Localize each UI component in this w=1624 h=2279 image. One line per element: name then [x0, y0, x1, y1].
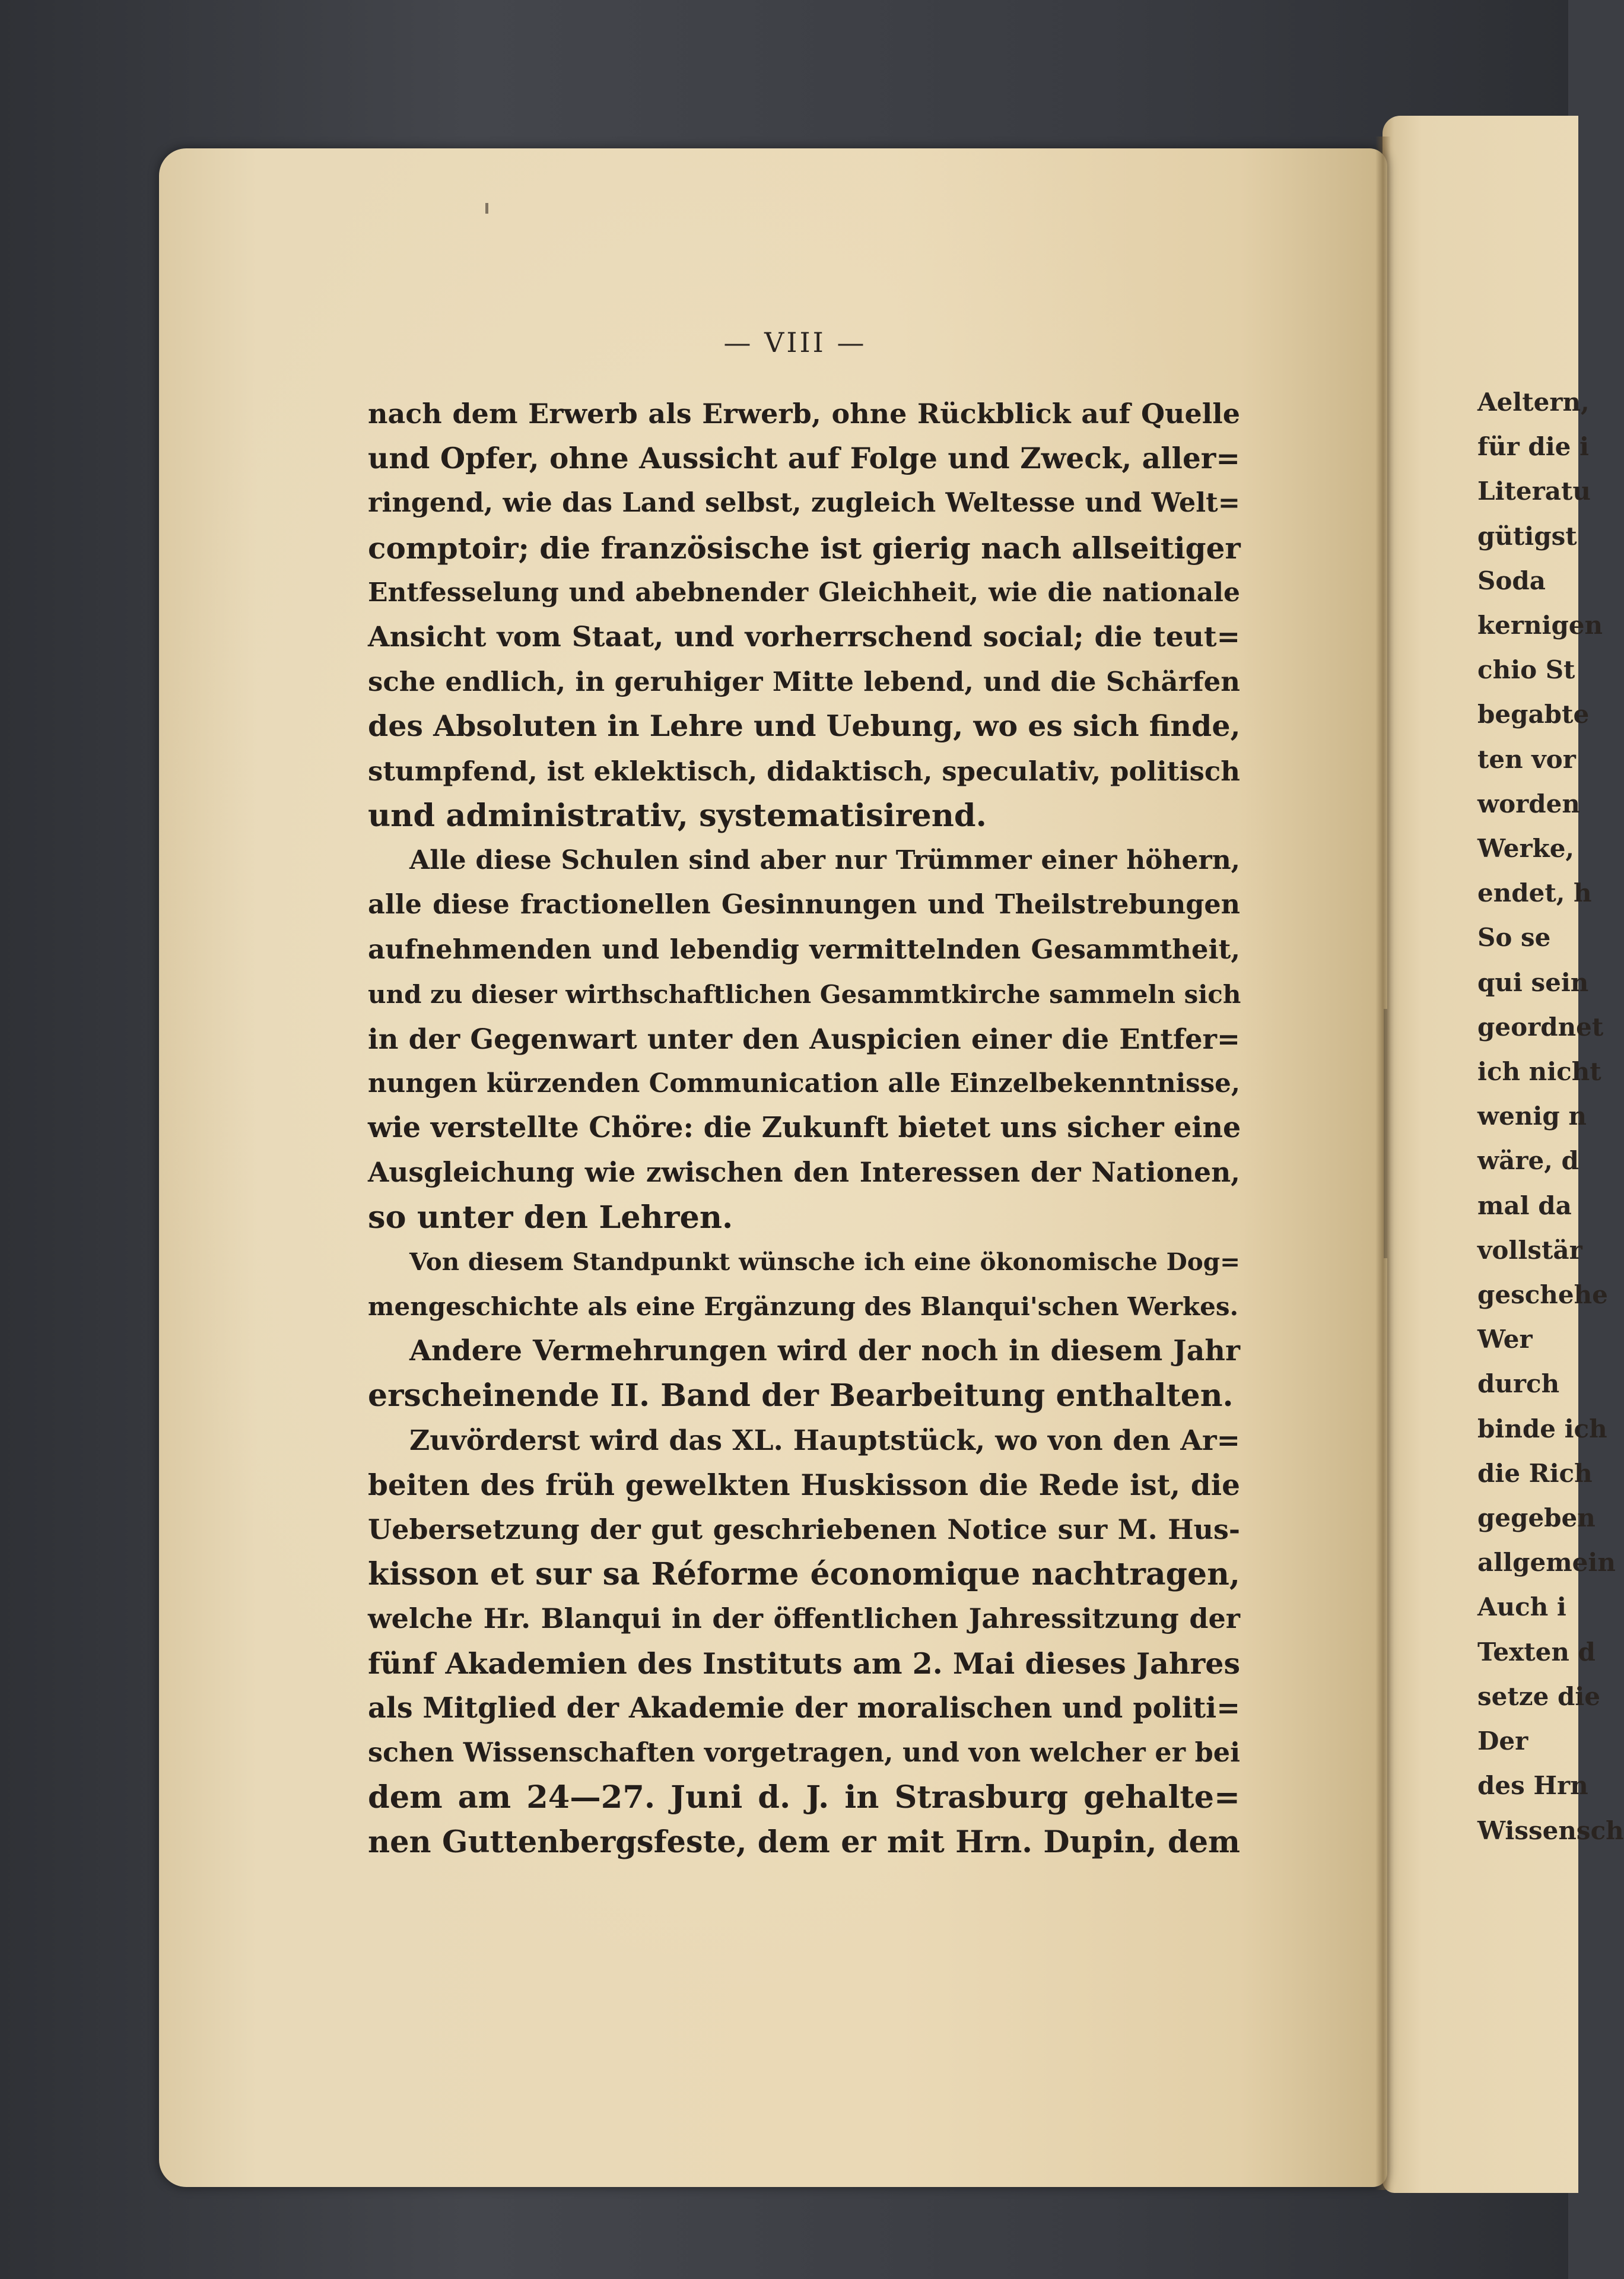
facing-line: Soda	[1477, 566, 1546, 595]
facing-line: des Hrn	[1477, 1771, 1588, 1801]
text-line: mengeschichte als eine Ergänzung des Blanqui'schen Werkes.	[368, 1292, 1239, 1322]
facing-line: binde ich	[1477, 1414, 1607, 1443]
facing-line: kernigen	[1477, 611, 1603, 640]
text-line: comptoir; die französische ist gierig nach allseitiger	[368, 530, 1241, 566]
text-line: kisson et sur sa Réforme économique nachtragen,	[368, 1556, 1240, 1593]
facing-line: gegeben	[1477, 1503, 1596, 1533]
text-line: dem am 24—27. Juni d. J. in Strasburg gehalte=	[368, 1779, 1240, 1816]
facing-line: Texten d	[1477, 1637, 1596, 1667]
text-line: beiten des früh gewelkten Huskisson die Rede ist, die	[368, 1468, 1240, 1502]
text-line: welche Hr. Blanqui in der öffentlichen Jahressitzung der	[368, 1602, 1240, 1635]
paragraph-start: Zuvörderst wird das XL. Hauptstück, wo von den Ar=	[409, 1424, 1240, 1457]
facing-line: für die i	[1477, 432, 1589, 462]
page-number: — VIII —	[723, 326, 867, 358]
facing-line: ich nicht	[1477, 1057, 1601, 1087]
facing-line: Der	[1477, 1726, 1528, 1756]
page-gutter	[1375, 137, 1391, 2190]
text-line: so unter den Lehren.	[368, 1199, 733, 1236]
facing-line: setze die	[1477, 1681, 1601, 1711]
facing-line: worden	[1477, 789, 1580, 818]
text-line: und Opfer, ohne Aussicht auf Folge und Zweck, aller=	[368, 442, 1240, 476]
facing-line: qui sein	[1477, 967, 1589, 997]
facing-line: geordnet	[1477, 1012, 1604, 1042]
text-line: als Mitglied der Akademie der moralischen und politi=	[368, 1691, 1240, 1725]
paragraph-start: Von diesem Standpunkt wünsche ich eine ökonomische Dog=	[409, 1247, 1240, 1276]
facing-line: Literatu	[1477, 477, 1591, 506]
facing-line: Auch i	[1477, 1592, 1566, 1622]
facing-line: Werke,	[1477, 834, 1575, 864]
text-line: wie verstellte Chöre: die Zukunft bietet uns sicher eine	[368, 1111, 1241, 1145]
facing-line: chio St	[1477, 655, 1575, 685]
facing-line: wäre, d	[1477, 1146, 1579, 1176]
facing-line: vollstär	[1477, 1235, 1582, 1265]
body-text	[368, 392, 1240, 1865]
facing-line: Wissensch	[1477, 1815, 1624, 1845]
text-line: Ausgleichung wie zwischen den Interessen der Nationen,	[368, 1156, 1240, 1189]
facing-line: begabte	[1477, 700, 1590, 729]
facing-line: wenig n	[1477, 1102, 1587, 1131]
text-line: und administrativ, systematisirend.	[368, 797, 987, 834]
facing-line: Aeltern,	[1477, 388, 1590, 417]
text-line: ringend, wie das Land selbst, zugleich Weltesse und Welt=	[368, 487, 1240, 519]
ink-speck	[485, 203, 488, 214]
text-line: nach dem Erwerb als Erwerb, ohne Rückblick auf Quelle	[368, 398, 1240, 430]
facing-line: mal da	[1477, 1191, 1572, 1220]
text-line: in der Gegenwart unter den Auspicien einer die Entfer=	[368, 1022, 1240, 1055]
facing-line: durch	[1477, 1369, 1560, 1399]
text-line: alle diese fractionellen Gesinnungen und Theilstrebungen	[368, 889, 1240, 921]
text-line: nen Guttenbergsfeste, dem er mit Hrn. Dupin, dem	[368, 1824, 1240, 1860]
text-line: Entfesselung und abebnender Gleichheit, wie die nationale	[368, 577, 1240, 608]
facing-line: Wer	[1477, 1325, 1533, 1354]
text-line: Ansicht vom Staat, und vorherrschend social; die teut=	[368, 621, 1240, 654]
text-line: stumpfend, ist eklektisch, didaktisch, speculativ, politisch	[368, 755, 1240, 787]
paper-fold-mark	[1384, 1009, 1387, 1258]
facing-line: gütigst	[1477, 521, 1577, 551]
facing-page-text	[1477, 380, 1624, 1853]
text-line: sche endlich, in geruhiger Mitte lebend, und die Schärfen	[368, 666, 1240, 698]
text-line: Uebersetzung der gut geschriebenen Notice sur M. Hus-	[368, 1513, 1240, 1546]
text-line: erscheinende II. Band der Bearbeitung enthalten.	[368, 1377, 1234, 1414]
facing-line: ten vor	[1477, 744, 1576, 774]
paragraph-start: Alle diese Schulen sind aber nur Trümmer einer höhern,	[409, 845, 1240, 876]
text-line: des Absoluten in Lehre und Uebung, wo es sich finde,	[368, 709, 1241, 744]
facing-line: geschehe	[1477, 1280, 1608, 1310]
text-line: schen Wissenschaften vorgetragen, und von welcher er bei	[368, 1737, 1240, 1769]
text-line: nungen kürzenden Communication alle Einzelbekenntnisse,	[368, 1068, 1240, 1099]
facing-line: endet, h	[1477, 878, 1592, 908]
facing-line: die Rich	[1477, 1458, 1593, 1488]
facing-line: allgemein	[1477, 1548, 1616, 1577]
text-line: fünf Akademien des Instituts am 2. Mai dieses Jahres	[368, 1646, 1241, 1681]
text-line: und zu dieser wirthschaftlichen Gesammtkirche sammeln sich	[368, 979, 1241, 1009]
paragraph-start: Andere Vermehrungen wird der noch in diesem Jahr	[409, 1334, 1240, 1368]
text-line: aufnehmenden und lebendig vermittelnden Gesammtheit,	[368, 934, 1240, 966]
facing-line: So se	[1477, 923, 1551, 953]
